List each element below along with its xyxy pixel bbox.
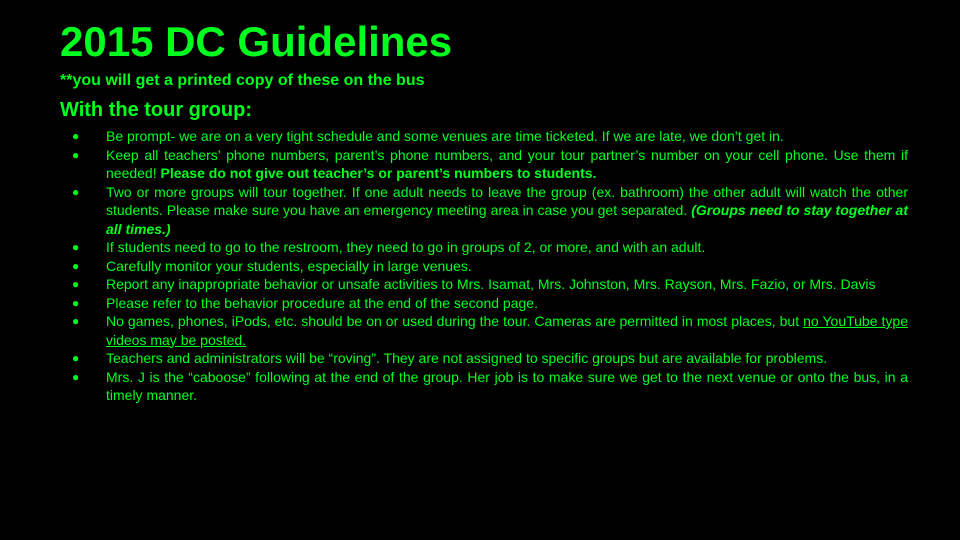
bullet-icon: ● xyxy=(72,295,80,310)
list-item xyxy=(72,146,908,183)
list-item xyxy=(72,238,908,257)
section-heading: With the tour group: xyxy=(60,99,252,121)
bullet-icon: ● xyxy=(72,147,80,162)
list-item-text: Keep all teachers’ phone numbers, parent’s phone numbers, and your tour partner’s number on your cell phone. Use them if needed! xyxy=(106,146,908,181)
list-item-text: Carefully monitor your students, especially in large venues. xyxy=(106,257,472,274)
bullet-icon: ● xyxy=(72,184,80,199)
list-item-text: Teachers and administrators will be “roving”. They are not assigned to specific groups but are available for problems. xyxy=(106,350,828,366)
slide-subtitle: **you will get a printed copy of these on the bus xyxy=(60,72,425,89)
list-item-text: Report any inappropriate behavior or unsafe activities to Mrs. Isamat, Mrs. Johnston, Mrs. Rayson, Mrs. Fazio, or Mrs. Davis xyxy=(106,276,876,292)
list-item xyxy=(72,294,908,313)
list-item-text: Two or more groups will tour together. If one adult needs to leave the group (ex. bathroom) the other adult will watch the other students. Please make sure you have an emergency meeting area in case you get separated. xyxy=(106,183,908,218)
bullet-icon: ● xyxy=(72,369,80,384)
bullet-icon: ● xyxy=(72,240,80,254)
list-item xyxy=(72,349,908,368)
bullet-icon: ● xyxy=(72,277,80,291)
bullet-icon: ● xyxy=(72,314,80,328)
list-item xyxy=(72,183,908,239)
list-item xyxy=(72,127,908,146)
list-item-text: Please refer to the behavior procedure at the end of the second page. xyxy=(106,294,538,311)
bullet-icon: ● xyxy=(72,129,80,143)
list-item-text: No games, phones, iPods, etc. should be on or used during the tour. Cameras are permitted in most places, but xyxy=(106,313,804,329)
list-item xyxy=(72,257,908,276)
guidelines-list xyxy=(72,127,908,405)
list-item-emphasis: no YouTube type videos may be posted. xyxy=(106,313,908,348)
list-item-text: Mrs. J is the “caboose” following at the end of the group. Her job is to make sure we get to the next venue or onto the bus, in a timely manner. xyxy=(106,368,908,403)
bullet-icon: ● xyxy=(72,258,80,273)
list-item xyxy=(72,368,908,405)
slide-title: 2015 DC Guidelines xyxy=(60,18,453,65)
list-item-text: Be prompt- we are on a very tight schedule and some venues are time ticketed. If we are late, we don’t get in. xyxy=(106,128,784,144)
bullet-icon: ● xyxy=(72,351,80,365)
list-item-text: If students need to go to the restroom, they need to go in groups of 2, or more, and with an adult. xyxy=(106,239,706,255)
list-item xyxy=(72,275,908,294)
list-item xyxy=(72,312,908,349)
list-item-emphasis: Please do not give out teacher’s or parent’s numbers to students. xyxy=(160,165,597,181)
list-item-emphasis: (Groups need to stay together at all times.) xyxy=(106,202,908,237)
